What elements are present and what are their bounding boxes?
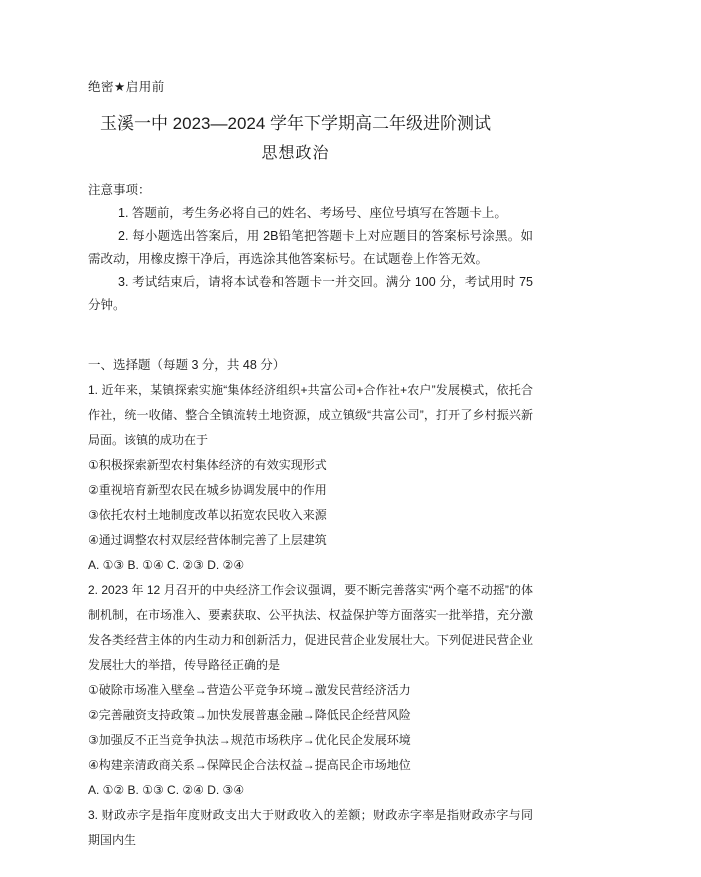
- question-2-option-4: ④构建亲清政商关系→保障民企合法权益→提高民企市场地位: [88, 758, 411, 772]
- question-2-answer-choices: A. ①② B. ①③ C. ②④ D. ③④: [88, 783, 245, 797]
- question-1-stem: 1. 近年来，某镇探索实施“集体经济组织+共富公司+合作社+农户”发展模式，依托合作社，统一收储、整合全镇流转土地资源，成立镇级“共富公司”，打开了乡村振兴新局面。该镇的成功在于: [88, 383, 533, 447]
- question-2: [88, 578, 533, 803]
- question-3-stem: 3. 财政赤字是指年度财政支出大于财政收入的差额；财政赤字率是指财政赤字与同期国内生: [88, 808, 533, 847]
- paper-subject-title: 思想政治: [261, 145, 330, 162]
- page-content: [88, 80, 533, 853]
- question-1: [88, 378, 533, 578]
- security-classification-label: 绝密★启用前: [88, 80, 165, 94]
- question-1-option-2: ②重视培育新型农民在城乡协调发展中的作用: [88, 483, 327, 497]
- question-1-option-3: ③依托农村土地制度改革以拓宽农民收入来源: [88, 508, 327, 522]
- notice-item-2: 2. 每小题选出答案后，用 2B铅笔把答题卡上对应题目的答案标号涂黑。如需改动，用橡皮擦干净后，再选涂其他答案标号。在试题卷上作答无效。: [88, 229, 533, 266]
- question-2-stem: 2. 2023 年 12 月召开的中央经济工作会议强调，要不断完善落实“两个毫不动摇”的体制机制，在市场准入、要素获取、公平执法、权益保护等方面落实一批举措，充分激发各类经营主体的内生动力和创新活力，促进民营企业发展壮大。下列促进民营企业发展壮大的举措，传导路径正确的是: [88, 583, 533, 672]
- notice-heading: 注意事项：: [88, 183, 151, 197]
- question-1-option-1: ①积极探索新型农村集体经济的有效实现形式: [88, 458, 327, 472]
- question-1-answer-choices: A. ①③ B. ①④ C. ②③ D. ②④: [88, 558, 245, 572]
- section-heading-multiple-choice: 一、选择题（每题 3 分，共 48 分）: [88, 358, 286, 372]
- notice-section: [88, 179, 533, 317]
- notice-item-1: 1. 答题前，考生务必将自己的姓名、考场号、座位号填写在答题卡上。: [118, 206, 507, 220]
- question-3: [88, 803, 533, 853]
- question-1-option-4: ④通过调整农村双层经营体制完善了上层建筑: [88, 533, 327, 547]
- question-2-option-3: ③加强反不正当竞争执法→规范市场秩序→优化民企发展环境: [88, 733, 411, 747]
- question-2-option-2: ②完善融资支持政策→加快发展普惠金融→降低民企经营风险: [88, 708, 411, 722]
- question-2-option-1: ①破除市场准入壁垒→营造公平竞争环境→激发民营经济活力: [88, 683, 411, 697]
- paper-title: 玉溪一中 2023—2024 学年下学期高二年级进阶测试: [99, 114, 492, 133]
- notice-item-3: 3. 考试结束后，请将本试卷和答题卡一并交回。满分 100 分，考试用时 75 分钟。: [88, 275, 533, 312]
- paper-header: [88, 111, 503, 166]
